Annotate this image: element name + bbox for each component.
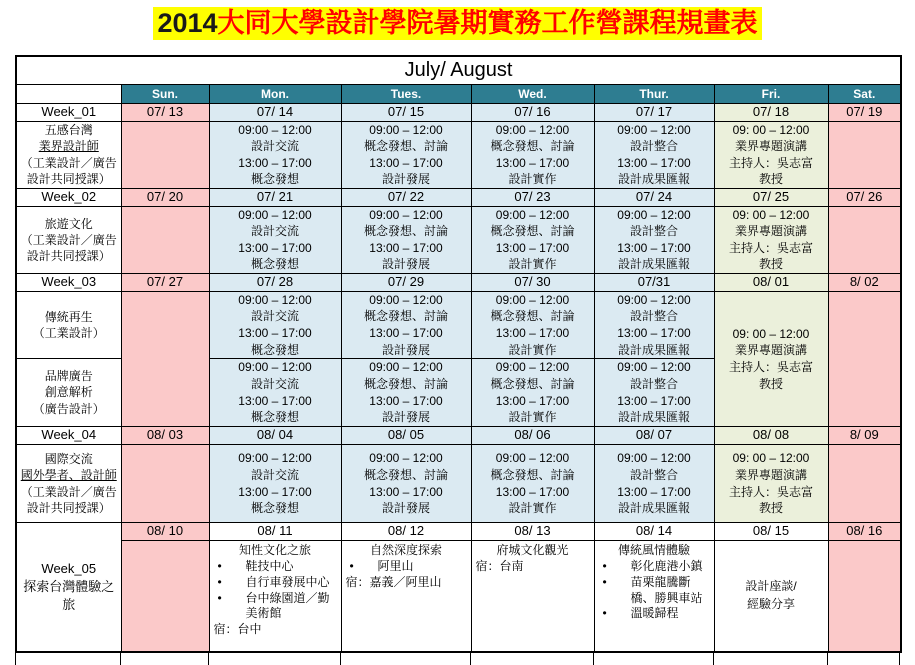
text-line: 設計成果匯報	[617, 410, 690, 425]
text-line: 09:00 – 12:00	[617, 451, 691, 466]
week-topic-label	[16, 359, 121, 427]
text-line: 13:00 – 17:00	[238, 155, 312, 170]
bullet-item	[344, 559, 469, 575]
trip-title: 自然深度探索	[369, 543, 442, 558]
text-line: 13:00 – 17:00	[617, 393, 691, 408]
text-line: 設計交流	[250, 139, 299, 154]
trip-title: 知性文化之旅	[238, 543, 311, 558]
bullet-icon: •	[217, 590, 222, 605]
course-cell	[471, 206, 594, 273]
date-cell: 07/ 17	[594, 103, 714, 121]
text-line: 教授	[758, 376, 783, 391]
text-line: 13:00 – 17:00	[495, 155, 570, 170]
empty-cell	[121, 445, 209, 523]
empty-cell	[121, 206, 209, 273]
text-line: 13:00 – 17:00	[495, 325, 570, 340]
text-line: 設計發展	[381, 172, 430, 187]
text-line: 教授	[758, 257, 783, 272]
trip-cell	[341, 541, 471, 652]
course-cell	[471, 445, 594, 523]
text-line: 設計成果匯報	[617, 257, 690, 272]
text-line: 09:00 – 12:00	[238, 122, 312, 137]
bullet-list	[344, 559, 469, 575]
title-text: 大同大學設計學院暑期實務工作營課程規畫表	[217, 8, 758, 38]
week-name: Week_04	[16, 427, 121, 445]
text-line: 概念發想	[250, 410, 299, 425]
bullet-text: 苗栗龍騰斷橋、勝興車站	[630, 574, 703, 605]
text-line: 13:00 – 17:00	[495, 240, 570, 255]
empty-cell	[121, 291, 209, 426]
date-cell: 07/ 27	[121, 273, 209, 291]
text-line: （廣告設計）	[32, 401, 105, 416]
text-line: 設計整合	[629, 224, 678, 239]
bullet-item	[212, 591, 339, 623]
text-line: 設計實作	[508, 410, 557, 425]
bullet-icon: •	[217, 574, 222, 589]
date-cell: 08/ 04	[209, 427, 341, 445]
day-header-wed: Wed.	[471, 84, 594, 103]
date-cell: 07/ 19	[828, 103, 901, 121]
date-cell: 07/ 28	[209, 273, 341, 291]
date-cell: 07/ 20	[121, 188, 209, 206]
bullet-text: 台中綠園道／勤美術館	[245, 590, 330, 621]
date-cell: 07/ 30	[471, 273, 594, 291]
text-line: 設計整合	[629, 468, 678, 483]
text-line: 13:00 – 17:00	[617, 325, 691, 340]
course-cell	[209, 121, 341, 188]
course-cell	[341, 445, 471, 523]
day-header-sat: Sat.	[828, 84, 901, 103]
text-line: 經驗分享	[746, 596, 795, 611]
bullet-icon: •	[217, 558, 222, 573]
lodging-note: 宿：嘉義／阿里山	[345, 574, 442, 589]
text-line: 品牌廣告	[44, 369, 93, 384]
text-line: 09: 00 – 12:00	[732, 207, 810, 222]
date-cell: 07/ 14	[209, 103, 341, 121]
bullet-text: 自行車發展中心	[245, 574, 330, 589]
title-year: 2014	[157, 8, 218, 38]
text-line: 13:00 – 17:00	[617, 484, 691, 499]
text-line: 概念發想、討論	[363, 139, 448, 154]
day-header-mon: Mon.	[209, 84, 341, 103]
date-cell: 07/ 26	[828, 188, 901, 206]
empty-cell	[828, 291, 901, 426]
text-line: 13:00 – 17:00	[238, 484, 312, 499]
date-cell: 08/ 14	[594, 523, 714, 541]
month-header: July/ August	[16, 56, 901, 84]
text-line: 五感台灣	[44, 123, 93, 138]
text-line: 設計發展	[381, 257, 430, 272]
text-line: 設計發展	[381, 342, 430, 357]
text-line: 概念發想	[250, 257, 299, 272]
text-line: 13:00 – 17:00	[369, 393, 443, 408]
text-line: 概念發想	[250, 172, 299, 187]
lodging-note: 宿：台南	[475, 558, 524, 573]
date-cell: 08/ 03	[121, 427, 209, 445]
trip-title: 傳統風情體驗	[617, 543, 690, 558]
bullet-item	[597, 575, 712, 607]
text-line: 業界設計師	[38, 139, 99, 154]
text-line: 09:00 – 12:00	[369, 122, 443, 137]
text-line: （工業設計）	[32, 325, 105, 340]
week-name: Week_05	[41, 561, 97, 577]
text-line: 13:00 – 17:00	[369, 155, 443, 170]
date-cell: 08/ 12	[341, 523, 471, 541]
bullet-text: 鞋技中心	[245, 558, 294, 573]
date-cell: 08/ 06	[471, 427, 594, 445]
text-line: 13:00 – 17:00	[617, 155, 691, 170]
bullet-icon: •	[349, 558, 354, 573]
date-cell: 08/ 01	[714, 273, 828, 291]
week-name: Week_01	[16, 103, 121, 121]
text-line: 概念發想	[250, 501, 299, 516]
week-topic-label	[16, 121, 121, 188]
text-line: 旅遊文化	[44, 216, 93, 231]
lecture-cell	[714, 291, 828, 426]
date-cell: 07/ 15	[341, 103, 471, 121]
text-line: 設計交流	[250, 377, 299, 392]
week-topic-label	[16, 445, 121, 523]
text-line: 09: 00 – 12:00	[732, 451, 810, 466]
text-line: 設計交流	[250, 468, 299, 483]
text-line: 業界專題演講	[734, 343, 807, 358]
text-line: 設計整合	[629, 309, 678, 324]
course-cell	[341, 121, 471, 188]
text-line: 設計成果匯報	[617, 172, 690, 187]
day-header-tues: Tues.	[341, 84, 471, 103]
text-line: （工業設計／廣告設計共同授課）	[20, 484, 117, 515]
date-cell: 8/ 09	[828, 427, 901, 445]
text-line: 概念發想、討論	[490, 468, 575, 483]
week-name: Week_02	[16, 188, 121, 206]
text-line: 13:00 – 17:00	[617, 240, 691, 255]
date-cell: 08/ 13	[471, 523, 594, 541]
trip-cell	[209, 541, 341, 652]
date-cell: 08/ 08	[714, 427, 828, 445]
week-name-label	[16, 523, 121, 652]
course-cell	[594, 445, 714, 523]
date-cell: 07/ 21	[209, 188, 341, 206]
text-line: 09:00 – 12:00	[369, 207, 443, 222]
text-line: 09:00 – 12:00	[369, 292, 443, 307]
date-cell: 08/ 16	[828, 523, 901, 541]
bullet-item	[597, 606, 712, 622]
text-line: 創意解析	[44, 385, 93, 400]
text-line: 主持人：吳志富	[728, 359, 813, 374]
bullet-item	[212, 575, 339, 591]
date-cell: 07/ 24	[594, 188, 714, 206]
title-highlight	[153, 7, 761, 40]
date-cell: 08/ 05	[341, 427, 471, 445]
date-cell: 07/ 29	[341, 273, 471, 291]
text-line: 13:00 – 17:00	[495, 393, 570, 408]
course-cell	[341, 206, 471, 273]
empty-cell	[828, 445, 901, 523]
course-cell	[594, 359, 714, 427]
date-cell: 08/ 11	[209, 523, 341, 541]
page-title	[0, 7, 915, 40]
empty-cell	[828, 206, 901, 273]
lecture-cell	[714, 445, 828, 523]
text-line: 09:00 – 12:00	[495, 451, 570, 466]
course-cell	[471, 291, 594, 358]
text-line: 概念發想、討論	[363, 468, 448, 483]
empty-cell	[828, 541, 901, 652]
text-line: 09:00 – 12:00	[495, 292, 570, 307]
text-line: （工業設計／廣告設計共同授課）	[20, 232, 117, 263]
course-cell	[209, 291, 341, 358]
text-line: 教授	[758, 501, 783, 516]
text-line: 傳統再生	[44, 309, 93, 324]
text-line: 設計發展	[381, 410, 430, 425]
course-cell	[471, 121, 594, 188]
bullet-text: 阿里山	[377, 558, 414, 573]
date-cell: 08/ 10	[121, 523, 209, 541]
text-line: 09:00 – 12:00	[369, 451, 443, 466]
text-line: （工業設計／廣告設計共同授課）	[20, 155, 117, 186]
text-line: 設計實作	[508, 172, 557, 187]
text-line: 09:00 – 12:00	[617, 122, 691, 137]
week-name: Week_03	[16, 273, 121, 291]
date-cell: 07/ 18	[714, 103, 828, 121]
text-line: 設計座談/	[745, 579, 797, 594]
date-cell: 07/ 25	[714, 188, 828, 206]
bullet-list	[597, 559, 712, 622]
date-cell: 07/ 16	[471, 103, 594, 121]
course-cell	[341, 291, 471, 358]
date-cell: 07/ 23	[471, 188, 594, 206]
text-line: 概念發想、討論	[363, 377, 448, 392]
text-line: 國際交流	[44, 452, 93, 467]
text-line: 業界專題演講	[734, 139, 807, 154]
course-cell	[209, 445, 341, 523]
day-header-sun: Sun.	[121, 84, 209, 103]
week-topic-label	[16, 206, 121, 273]
text-line: 業界專題演講	[734, 224, 807, 239]
empty-cell	[121, 121, 209, 188]
course-cell	[594, 291, 714, 358]
text-line: 教授	[758, 172, 783, 187]
text-line: 概念發想、討論	[490, 224, 575, 239]
text-line: 09: 00 – 12:00	[732, 122, 810, 137]
text-line: 09:00 – 12:00	[495, 207, 570, 222]
course-cell	[471, 359, 594, 427]
text-line: 09:00 – 12:00	[617, 360, 691, 375]
bullet-text: 溫暖歸程	[630, 606, 679, 621]
text-line: 設計實作	[508, 257, 557, 272]
date-cell: 07/ 22	[341, 188, 471, 206]
text-line: 主持人：吳志富	[728, 484, 813, 499]
bullet-text: 彰化鹿港小鎮	[630, 558, 703, 573]
bullet-list	[212, 559, 339, 622]
text-line: 設計整合	[629, 139, 678, 154]
text-line: 設計整合	[629, 377, 678, 392]
text-line: 09:00 – 12:00	[617, 207, 691, 222]
text-line: 概念發想	[250, 342, 299, 357]
text-line: 概念發想、討論	[490, 139, 575, 154]
text-line: 09:00 – 12:00	[238, 360, 312, 375]
text-line: 國外學者、設計師	[20, 468, 117, 483]
text-line: 設計交流	[250, 309, 299, 324]
bullet-icon: •	[602, 606, 607, 621]
text-line: 設計成果匯報	[617, 342, 690, 357]
text-line: 概念發想、討論	[490, 377, 575, 392]
text-line: 13:00 – 17:00	[238, 325, 312, 340]
date-cell: 07/ 13	[121, 103, 209, 121]
bullet-icon: •	[602, 558, 607, 573]
course-cell	[594, 121, 714, 188]
text-line: 13:00 – 17:00	[238, 240, 312, 255]
text-line: 09:00 – 12:00	[238, 292, 312, 307]
text-line: 09:00 – 12:00	[238, 451, 312, 466]
corner-cell	[16, 84, 121, 103]
text-line: 09:00 – 12:00	[495, 360, 570, 375]
text-line: 設計交流	[250, 224, 299, 239]
course-cell	[209, 359, 341, 427]
text-line: 設計實作	[508, 342, 557, 357]
date-cell: 08/ 15	[714, 523, 828, 541]
text-line: 概念發想、討論	[363, 309, 448, 324]
lodging-note: 宿：台中	[213, 622, 262, 637]
date-cell: 07/31	[594, 273, 714, 291]
empty-cell	[828, 121, 901, 188]
bullet-icon: •	[602, 574, 607, 589]
date-cell: 8/ 02	[828, 273, 901, 291]
text-line: 13:00 – 17:00	[369, 484, 443, 499]
text-line: 09:00 – 12:00	[617, 292, 691, 307]
course-cell	[341, 359, 471, 427]
day-header-thur: Thur.	[594, 84, 714, 103]
trip-title: 府城文化觀光	[496, 543, 569, 558]
schedule-table	[15, 55, 902, 653]
seminar-cell	[714, 541, 828, 652]
week-subtitle: 探索台灣體驗之旅	[23, 579, 115, 612]
text-line: 13:00 – 17:00	[238, 393, 312, 408]
date-cell: 08/ 07	[594, 427, 714, 445]
lecture-cell	[714, 206, 828, 273]
week-topic-label	[16, 291, 121, 358]
text-line: 主持人：吳志富	[728, 240, 813, 255]
course-cell	[594, 206, 714, 273]
text-line: 13:00 – 17:00	[495, 484, 570, 499]
trip-cell	[594, 541, 714, 652]
day-header-fri: Fri.	[714, 84, 828, 103]
text-line: 09:00 – 12:00	[369, 360, 443, 375]
bullet-item	[597, 559, 712, 575]
text-line: 13:00 – 17:00	[369, 240, 443, 255]
text-line: 09: 00 – 12:00	[732, 326, 810, 341]
text-line: 09:00 – 12:00	[495, 122, 570, 137]
text-line: 設計發展	[381, 501, 430, 516]
text-line: 主持人：吳志富	[728, 155, 813, 170]
text-line: 業界專題演講	[734, 468, 807, 483]
course-cell	[209, 206, 341, 273]
lecture-cell	[714, 121, 828, 188]
text-line: 概念發想、討論	[363, 224, 448, 239]
bullet-item	[212, 559, 339, 575]
text-line: 設計成果匯報	[617, 501, 690, 516]
text-line: 09:00 – 12:00	[238, 207, 312, 222]
trip-cell	[471, 541, 594, 652]
text-line: 概念發想、討論	[490, 309, 575, 324]
empty-cell	[121, 541, 209, 652]
text-line: 13:00 – 17:00	[369, 325, 443, 340]
text-line: 設計實作	[508, 501, 557, 516]
